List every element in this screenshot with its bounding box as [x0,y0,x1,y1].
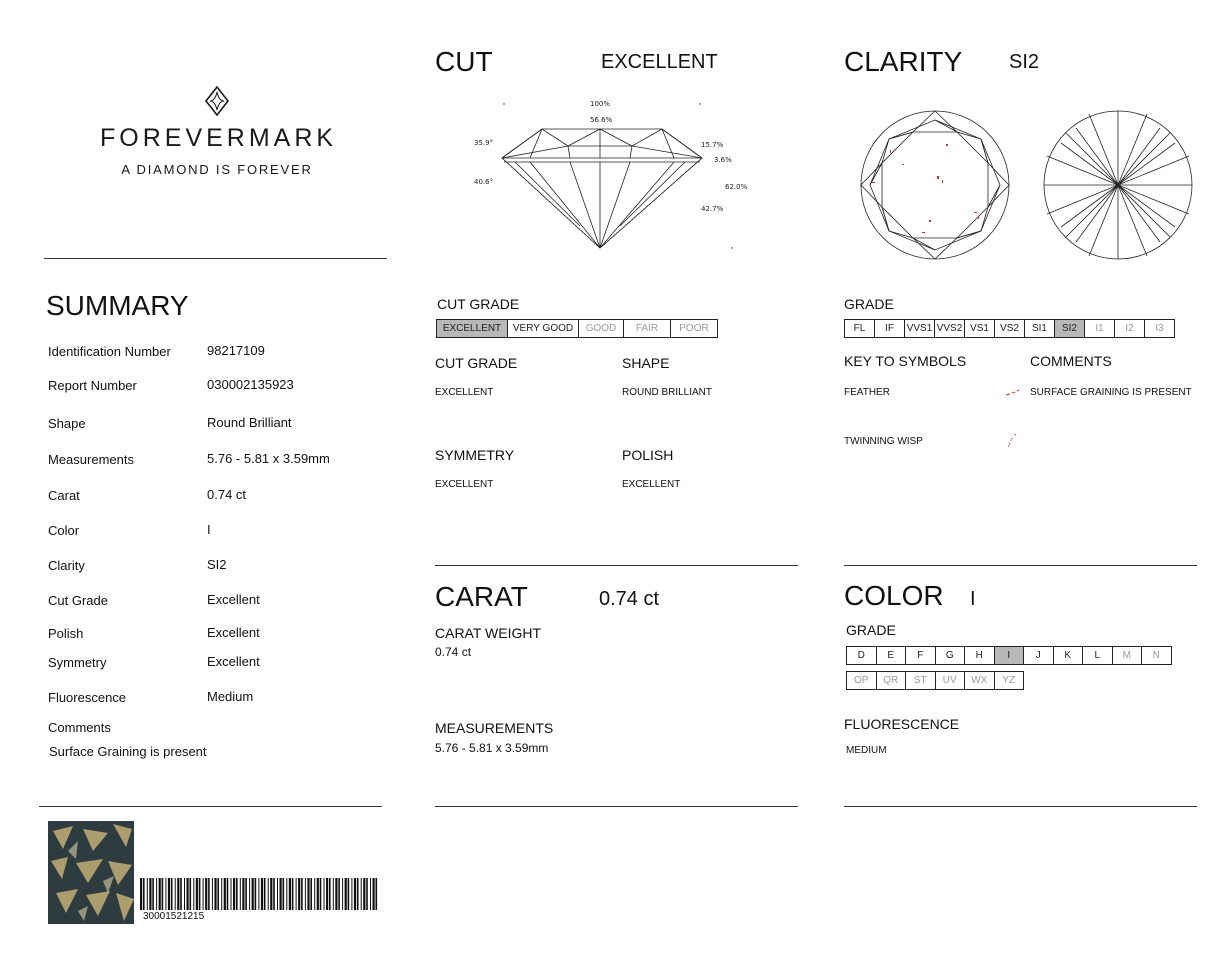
grade-cell: VVS2 [935,320,965,337]
barcode-bar [168,878,170,910]
barcode-bar [143,878,145,910]
diagram-table-label: 100% [590,100,611,108]
barcode-bar [233,878,235,910]
cut-detail-label: SHAPE [622,355,670,371]
grade-cell: GOOD [579,320,624,337]
grade-cell: FL [845,320,875,337]
grade-cell: ST [906,672,936,689]
grade-cell: L [1083,647,1113,664]
barcode-bar [329,878,331,910]
barcode-bar [361,878,362,910]
barcode-bar [212,878,213,910]
barcode-bar [159,878,161,910]
barcode-bar [180,878,182,910]
color-grade-label: GRADE [846,622,896,638]
summary-label: Polish [48,626,84,641]
diagram-table-pct: 56.6% [590,116,613,124]
barcode-bar [268,878,269,910]
color-grade-scale [846,646,1172,665]
barcode-bar [193,878,194,910]
summary-value: Medium [207,689,254,704]
fluorescence-value: MEDIUM [846,745,887,756]
clarity-comments-label: COMMENTS [1030,353,1112,369]
barcode-bar [203,878,204,910]
barcode-bar [283,878,285,910]
summary-label: Fluorescence [48,690,127,705]
barcode-bar [245,878,247,910]
summary-value: 030002135923 [207,377,294,392]
barcode-bar [357,878,359,910]
grade-cell: H [965,647,995,664]
grade-cell: K [1054,647,1084,664]
barcode-bar [249,878,250,910]
grade-cell: I2 [1115,320,1145,337]
summary-value: Round Brilliant [207,415,292,430]
barcode-bar [261,878,263,910]
barcode-bar [156,878,157,910]
diagram-depth: 62.0% [725,183,748,191]
cut-detail-label: SYMMETRY [435,447,515,463]
diamond-image [48,821,134,924]
cut-title: CUT [435,46,493,77]
forevermark-logo-icon [204,86,230,116]
summary-value: SI2 [207,557,227,572]
grade-cell: OP [847,672,877,689]
barcode-bar [307,878,309,910]
grade-cell: WX [965,672,995,689]
grade-cell: VS1 [965,320,995,337]
color-value: I [970,588,976,610]
barcode-bar [335,878,337,910]
grade-cell: SI2 [1055,320,1085,337]
cut-detail-label: POLISH [622,447,674,463]
carat-weight-label: CARAT WEIGHT [435,625,542,641]
barcode-bar [190,878,192,910]
barcode-bar [165,878,166,910]
carat-value: 0.74 ct [599,588,660,610]
divider [39,806,382,807]
barcode-bar [320,878,322,910]
barcode-bar [236,878,238,910]
summary-value: 98217109 [207,343,265,358]
clarity-plot-pavilion [1041,108,1195,262]
barcode-bar [376,878,378,910]
symbol-twinning-wisp: TWINNING WISP [844,436,923,447]
grade-cell: I [995,647,1025,664]
barcode-bar [273,878,275,910]
barcode-bar [231,878,232,910]
barcode-bar [373,878,375,910]
barcode-bar [258,878,259,910]
grade-cell: N [1152,650,1160,661]
comments-value: Surface Graining is present [49,744,207,759]
summary-label: Color [48,523,80,538]
barcode-bar [242,878,244,910]
grade-cell: IF [875,320,905,337]
barcode-bar [217,878,219,910]
grade-cell: J [1024,647,1054,664]
carat-weight-value: 0.74 ct [435,645,472,659]
diagram-pavilion-depth: 42.7% [701,205,724,213]
grade-cell: POOR [679,323,709,334]
twinning-wisp-symbol-icon [1004,432,1020,450]
divider [435,806,798,807]
summary-value: Excellent [207,625,260,640]
diagram-girdle: 3.6% [714,156,732,164]
divider [435,565,798,566]
barcode-bar [177,878,179,910]
barcode-bar [298,878,300,910]
color-grade-scale-extended [846,671,1024,690]
barcode-bar [224,878,226,910]
summary-label: Cut Grade [48,593,108,608]
grade-cell: I3 [1155,323,1164,334]
clarity-grade-scale [844,319,1175,338]
diagram-crown-height: 15.7% [701,141,724,149]
barcode-bar [363,878,365,910]
grade-cell: SI1 [1025,320,1055,337]
grade-cell: I1 [1085,320,1115,337]
grade-cell: VERY GOOD [508,320,579,337]
barcode-bar [286,878,287,910]
grade-cell: QR [877,672,907,689]
fluorescence-label: FLUORESCENCE [844,716,960,732]
barcode-bar [277,878,278,910]
barcode-bar [175,878,176,910]
cut-detail-value: ROUND BRILLIANT [622,387,713,398]
barcode-bar [221,878,222,910]
barcode-bar [326,878,328,910]
barcode-bar [205,878,207,910]
feather-symbol-icon [1004,389,1020,397]
barcode-bar [140,878,142,910]
measurements-label: MEASUREMENTS [435,720,554,736]
barcode-bar [152,878,154,910]
key-to-symbols-label: KEY TO SYMBOLS [844,353,967,369]
clarity-title: CLARITY [844,46,963,77]
diagram-crown-angle: 35.9° [474,139,494,147]
barcode-bar [342,878,343,910]
barcode-bar [149,878,151,910]
barcode-bar [196,878,198,910]
cut-grade-scale [436,319,718,338]
grade-cell: FAIR [624,320,671,337]
barcode-bar [345,878,347,910]
barcode-bar [305,878,306,910]
grade-cell: D [847,647,877,664]
barcode-bar [252,878,254,910]
barcode-bar [240,878,241,910]
summary-label: Report Number [48,378,137,393]
grade-cell: VVS1 [905,320,935,337]
cut-detail-value: EXCELLENT [435,479,494,490]
comments-label: Comments [48,720,111,735]
brand-tagline: A DIAMOND IS FOREVER [121,162,313,177]
barcode-bar [301,878,303,910]
barcode-bar [348,878,350,910]
barcode-bar [162,878,164,910]
summary-value: I [207,522,211,537]
clarity-grade-label: GRADE [844,296,894,312]
barcode-bar [171,878,173,910]
barcode-bar [310,878,312,910]
grade-cell: M [1113,647,1143,664]
cut-detail-value: EXCELLENT [622,479,681,490]
symbol-feather: FEATHER [844,387,890,398]
summary-title: SUMMARY [46,290,189,321]
barcode-bar [214,878,216,910]
barcode-bar [333,878,334,910]
divider [44,258,387,259]
barcode-bar [296,878,297,910]
barcode-bar [314,878,315,910]
summary-value: Excellent [207,654,260,669]
brand-name: FOREVERMARK [100,124,338,152]
grade-cell: F [906,647,936,664]
cut-grade-label: CUT GRADE [437,296,520,312]
summary-label: Carat [48,488,80,503]
grade-cell: VS2 [995,320,1025,337]
barcode-bar [264,878,266,910]
cut-detail-label: CUT GRADE [435,355,518,371]
barcode-bar [370,878,371,910]
summary-label: Shape [48,416,86,431]
summary-value: Excellent [207,592,260,607]
barcode-bar [184,878,185,910]
barcode-bar [199,878,201,910]
barcode-bar [227,878,229,910]
summary-label: Identification Number [48,344,171,359]
measurements-value: 5.76 - 5.81 x 3.59mm [435,741,549,755]
barcode-number: 30001521215 [143,911,205,922]
grade-cell: EXCELLENT [437,320,508,337]
summary-label: Measurements [48,452,134,467]
barcode-bar [292,878,294,910]
barcode-bar [208,878,210,910]
color-title: COLOR [844,580,944,611]
barcode-bar [324,878,325,910]
clarity-value: SI2 [1009,51,1040,73]
grade-cell: UV [936,672,966,689]
cut-detail-value: EXCELLENT [435,387,494,398]
summary-value: 0.74 ct [207,487,247,502]
clarity-plot-crown [858,108,1012,262]
barcode-bar [187,878,189,910]
carat-title: CARAT [435,581,528,612]
barcode-bar [366,878,368,910]
grade-cell: E [877,647,907,664]
barcode-bar [317,878,319,910]
barcode-bar [289,878,291,910]
barcode-bar [351,878,352,910]
summary-label: Clarity [48,558,85,573]
barcode-bar [280,878,282,910]
summary-value: 5.76 - 5.81 x 3.59mm [207,451,330,466]
barcode-bar [255,878,257,910]
diagram-pavilion-angle: 40.6° [474,178,494,186]
cut-value: EXCELLENT [601,51,718,73]
barcode-bar [338,878,340,910]
grade-cell: G [936,647,966,664]
summary-label: Symmetry [48,655,107,670]
clarity-comment-text: SURFACE GRAINING IS PRESENT [1030,387,1192,398]
divider [844,806,1197,807]
barcode [140,878,380,910]
barcode-bar [147,878,148,910]
barcode-bar [354,878,356,910]
cut-proportions-diagram [470,96,750,256]
grade-cell: YZ [1002,675,1016,686]
divider [844,565,1197,566]
barcode-bar [270,878,272,910]
